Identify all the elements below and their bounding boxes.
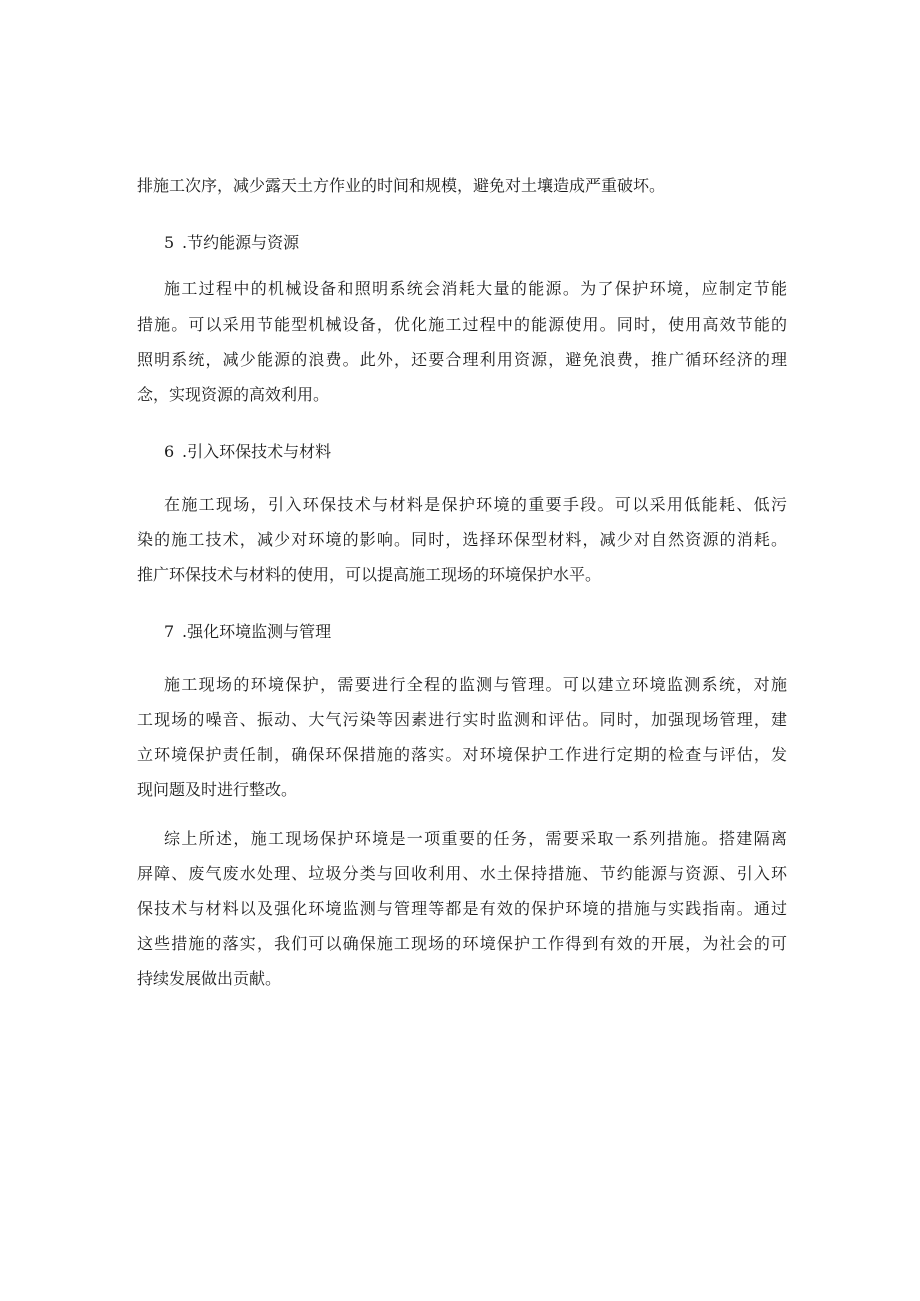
paragraph-line: 持续发展做出贡献。 [137,969,282,988]
paragraph-line: 屏障、废气废水处理、垃圾分类与回收利用、水土保持措施、节约能源与资源、引入环 [137,864,787,883]
paragraph-line: 保技术与材料以及强化环境监测与管理等都是有效的保护环境的措施与实践指南。通过 [137,899,787,918]
section-number: 5 [164,233,175,252]
section-heading-6 [164,442,331,462]
section-title: .引入环保技术与材料 [182,442,332,461]
paragraph-line: 施工过程中的机械设备和照明系统会消耗大量的能源。为了保护环境，应制定节能 [164,279,787,298]
paragraph-line: 染的施工技术，减少对环境的影响。同时，选择环保型材料，减少对自然资源的消耗。 [137,530,787,549]
paragraph-line: 工现场的噪音、振动、大气污染等因素进行实时监测和评估。同时，加强现场管理，建 [137,710,787,729]
paragraph-line: 综上所述，施工现场保护环境是一项重要的任务，需要采取一系列措施。搭建隔离 [164,829,787,848]
paragraph-line: 立环境保护责任制，确保环保措施的落实。对环境保护工作进行定期的检查与评估，发 [137,745,787,764]
section-number: 7 [164,622,175,641]
paragraph-line: 念，实现资源的高效利用。 [137,385,330,404]
paragraph-line: 推广环保技术与材料的使用，可以提高施工现场的环境保护水平。 [137,565,602,584]
section-heading-7 [164,622,331,642]
paragraph-line: 照明系统，减少能源的浪费。此外，还要合理利用资源，避免浪费，推广循环经济的理 [137,350,787,369]
section-heading-5 [164,233,299,253]
paragraph-line: 这些措施的落实，我们可以确保施工现场的环境保护工作得到有效的开展，为社会的可 [137,934,787,953]
section-title: .节约能源与资源 [182,233,300,252]
section-title: .强化环境监测与管理 [182,622,332,641]
paragraph-line: 现问题及时进行整改。 [137,780,298,799]
paragraph-line: 施工现场的环境保护，需要进行全程的监测与管理。可以建立环境监测系统，对施 [164,675,787,694]
intro-line: 排施工次序，减少露天土方作业的时间和规模，避免对土壤造成严重破坏。 [137,176,666,195]
paragraph-line: 措施。可以采用节能型机械设备，优化施工过程中的能源使用。同时，使用高效节能的 [137,315,787,334]
paragraph-line: 在施工现场，引入环保技术与材料是保护环境的重要手段。可以采用低能耗、低污 [164,495,787,514]
section-number: 6 [164,442,175,461]
